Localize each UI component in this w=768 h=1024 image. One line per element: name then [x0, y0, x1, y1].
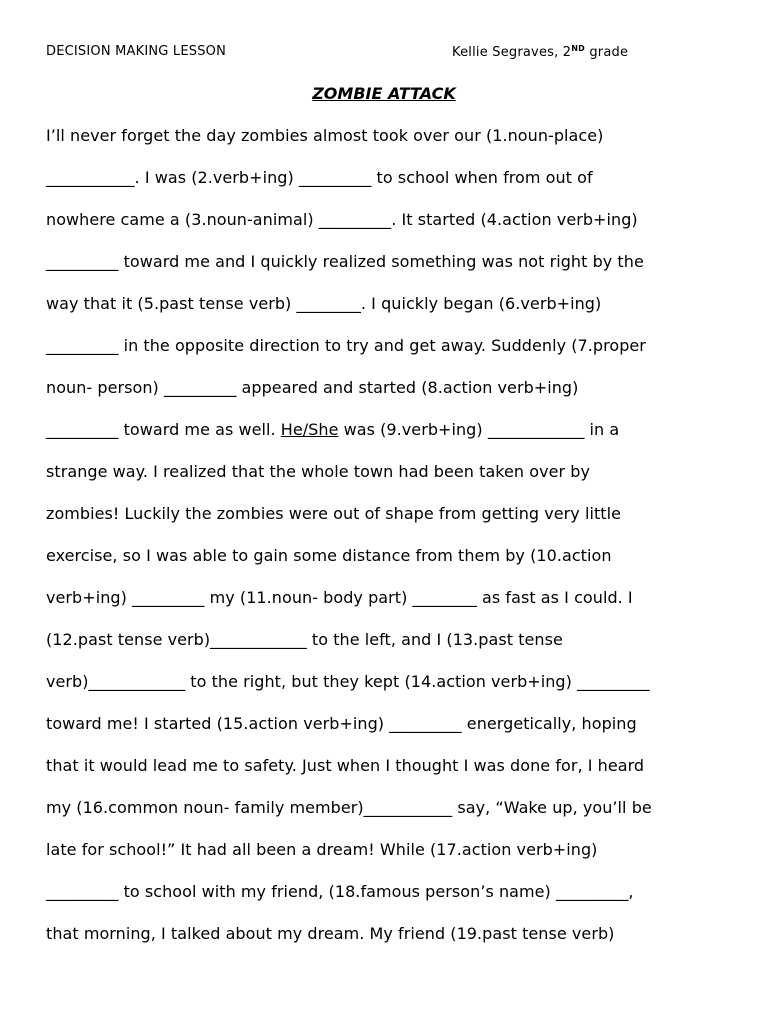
text-line: my (16.common noun- family member)___________ say, “Wake up, you’ll be: [46, 798, 652, 817]
text-line: _________ in the opposite direction to try and get away. Suddenly (7.proper: [46, 336, 646, 355]
text-line: zombies! Luckily the zombies were out of shape from getting very little: [46, 504, 621, 523]
text-line: verb)____________ to the right, but they kept (14.action verb+ing) _________: [46, 672, 650, 691]
text-line: [46, 418, 746, 460]
page-title: ZOMBIE ATTACK: [312, 84, 456, 103]
text-line: that morning, I talked about my dream. My friend (19.past tense verb): [46, 924, 615, 943]
text-line: noun- person) _________ appeared and started (8.action verb+ing): [46, 378, 579, 397]
text-line: (12.past tense verb)____________ to the left, and I (13.past tense: [46, 630, 563, 649]
page-header: [46, 44, 728, 64]
text-line: exercise, so I was able to gain some distance from them by (10.action: [46, 546, 612, 565]
text-line: strange way. I realized that the whole town had been taken over by: [46, 462, 591, 481]
pronoun-choice: He/She: [280, 420, 339, 439]
story-text: [46, 124, 746, 964]
grade-word: grade: [585, 45, 629, 60]
text-line: I’ll never forget the day zombies almost took over our (1.noun-place): [46, 126, 604, 145]
author-grade: [452, 44, 628, 60]
text-line: late for school!” It had all been a dream! While (17.action verb+ing): [46, 840, 598, 859]
text-line: toward me! I started (15.action verb+ing) _________ energetically, hoping: [46, 714, 637, 733]
text-segment: was (9.verb+ing) ____________ in a: [338, 420, 620, 439]
text-segment: _________ toward me as well.: [46, 420, 281, 439]
ordinal-suffix: ND: [571, 44, 586, 53]
text-line: _________ toward me and I quickly realized something was not right by the: [46, 252, 644, 271]
text-line: that it would lead me to safety. Just when I thought I was done for, I heard: [46, 756, 645, 775]
lesson-label: DECISION MAKING LESSON: [46, 44, 227, 59]
author-name: Kellie Segraves, 2: [452, 45, 572, 60]
text-line: verb+ing) _________ my (11.noun- body part) ________ as fast as I could. I: [46, 588, 633, 607]
text-line: way that it (5.past tense verb) ________. I quickly began (6.verb+ing): [46, 294, 602, 313]
text-line: nowhere came a (3.noun-animal) _________. It started (4.action verb+ing): [46, 210, 638, 229]
text-line: ___________. I was (2.verb+ing) _________ to school when from out of: [46, 168, 593, 187]
text-line: _________ to school with my friend, (18.famous person’s name) _________,: [46, 882, 634, 901]
